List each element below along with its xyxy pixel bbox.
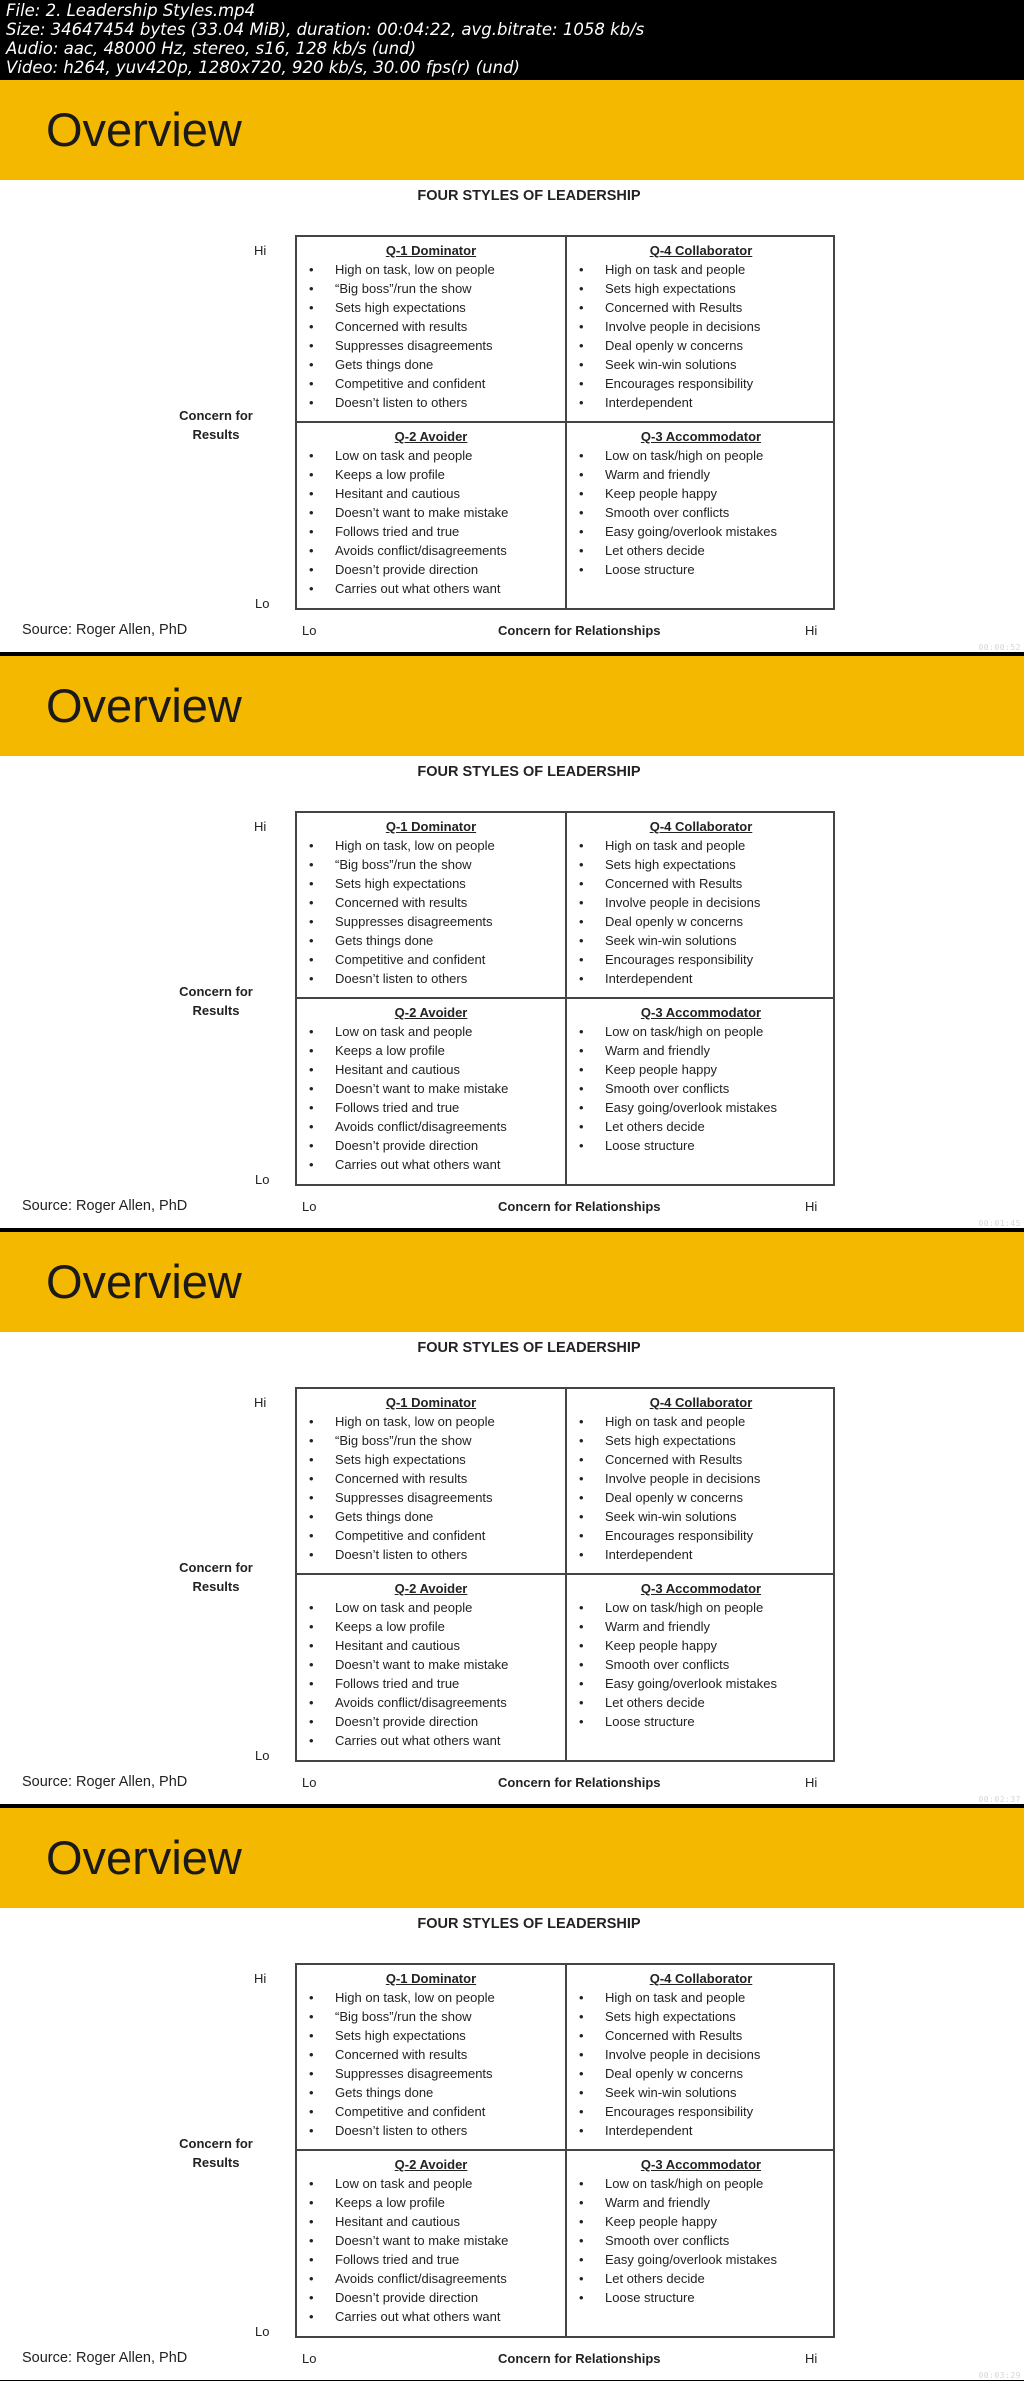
- slide-title: Overview: [46, 103, 242, 156]
- list-item: • Concerned with results: [297, 1469, 565, 1488]
- chart-title: FOUR STYLES OF LEADERSHIP: [417, 188, 641, 204]
- list-item: • Let others decide: [567, 541, 835, 560]
- grid-horizontal-divider: [297, 1573, 833, 1575]
- list-item: • Concerned with results: [297, 2045, 565, 2064]
- list-item: • Carries out what others want: [297, 579, 565, 598]
- y-axis-lo-label: Lo: [255, 2324, 270, 2339]
- y-axis-title-line1: Concern for: [179, 2136, 253, 2151]
- quadrant-q3-accommodator: [567, 1003, 835, 1155]
- list-item: • Keeps a low profile: [297, 1041, 565, 1060]
- source-citation: Source: Roger Allen, PhD: [22, 1198, 188, 1214]
- quadrant-q2-avoider: [297, 427, 565, 598]
- list-item: • Let others decide: [567, 1117, 835, 1136]
- list-item: • Doesn’t want to make mistake: [297, 1655, 565, 1674]
- list-item: • Gets things done: [297, 931, 565, 950]
- list-item: • Warm and friendly: [567, 1617, 835, 1636]
- list-item: • Sets high expectations: [297, 874, 565, 893]
- quadrant-q4-collaborator: [567, 1393, 835, 1564]
- y-axis-lo-label: Lo: [255, 1748, 270, 1763]
- quadrant-list: [567, 446, 835, 579]
- list-item: • Seek win-win solutions: [567, 355, 835, 374]
- y-axis-lo-label: Lo: [255, 1172, 270, 1187]
- list-item: • Doesn’t provide direction: [297, 560, 565, 579]
- list-item: • Sets high expectations: [567, 855, 835, 874]
- list-item: • Follows tried and true: [297, 1674, 565, 1693]
- list-item: • Hesitant and cautious: [297, 2212, 565, 2231]
- list-item: • Doesn’t listen to others: [297, 1545, 565, 1564]
- list-item: • Sets high expectations: [567, 279, 835, 298]
- list-item: • Competitive and confident: [297, 2102, 565, 2121]
- list-item: • Sets high expectations: [567, 2007, 835, 2026]
- quadrant-title: Q-1 Dominator: [385, 1395, 477, 1410]
- quadrant-list: [567, 1988, 835, 2140]
- x-axis-title: Concern for Relationships: [498, 1199, 661, 1214]
- quadrant-title: Q-4 Collaborator: [649, 819, 753, 834]
- list-item: • Gets things done: [297, 355, 565, 374]
- list-item: • Hesitant and cautious: [297, 1060, 565, 1079]
- list-item: • Avoids conflict/disagreements: [297, 541, 565, 560]
- list-item: • Gets things done: [297, 2083, 565, 2102]
- y-axis-hi-label: Hi: [254, 819, 267, 834]
- list-item: • Interdependent: [567, 969, 835, 988]
- quadrant-q2-avoider: [297, 2155, 565, 2326]
- chart-title: FOUR STYLES OF LEADERSHIP: [417, 764, 641, 780]
- quadrant-q3-accommodator: [567, 1579, 835, 1731]
- quadrant-title: Q-1 Dominator: [385, 243, 477, 258]
- list-item: • Hesitant and cautious: [297, 1636, 565, 1655]
- list-item: • Avoids conflict/disagreements: [297, 1117, 565, 1136]
- list-item: • Deal openly w concerns: [567, 1488, 835, 1507]
- quadrant-title: Q-2 Avoider: [394, 1005, 468, 1020]
- quadrant-grid: [295, 1963, 835, 2338]
- list-item: • Seek win-win solutions: [567, 1507, 835, 1526]
- list-item: • Encourages responsibility: [567, 950, 835, 969]
- source-citation: Source: Roger Allen, PhD: [22, 1774, 188, 1790]
- video-frame-3: [0, 1232, 1024, 1804]
- quadrant-q3-accommodator: [567, 2155, 835, 2307]
- quadrant-list: [567, 1598, 835, 1731]
- quadrant-list: [297, 1598, 565, 1750]
- list-item: • Loose structure: [567, 1136, 835, 1155]
- x-axis-lo-label: Lo: [302, 2351, 317, 2366]
- list-item: • Carries out what others want: [297, 1155, 565, 1174]
- list-item: • Smooth over conflicts: [567, 2231, 835, 2250]
- quadrant-list: [297, 836, 565, 988]
- list-item: • Keep people happy: [567, 1060, 835, 1079]
- y-axis-title: [160, 406, 272, 444]
- quadrant-title: Q-3 Accommodator: [640, 429, 762, 444]
- list-item: • Loose structure: [567, 2288, 835, 2307]
- x-axis-lo-label: Lo: [302, 623, 317, 638]
- x-axis-lo-label: Lo: [302, 1775, 317, 1790]
- list-item: • Sets high expectations: [297, 298, 565, 317]
- list-item: • Follows tried and true: [297, 1098, 565, 1117]
- list-item: • High on task and people: [567, 1412, 835, 1431]
- list-item: • Involve people in decisions: [567, 1469, 835, 1488]
- quadrant-q1-dominator: [297, 817, 565, 988]
- frame-timestamp: 00:01:45: [978, 1219, 1021, 1228]
- quadrant-title: Q-1 Dominator: [385, 1971, 477, 1986]
- list-item: • Doesn’t listen to others: [297, 393, 565, 412]
- quadrant-title: Q-2 Avoider: [394, 1581, 468, 1596]
- frame-timestamp: 00:00:52: [978, 643, 1021, 652]
- video-line: Video: h264, yuv420p, 1280x720, 920 kb/s, 30.00 fps(r) (und): [6, 58, 520, 77]
- quadrant-list: [567, 2174, 835, 2307]
- file-line: File: 2. Leadership Styles.mp4: [6, 1, 256, 20]
- y-axis-title: [160, 982, 272, 1020]
- quadrant-list: [567, 260, 835, 412]
- list-item: • Hesitant and cautious: [297, 484, 565, 503]
- list-item: • Involve people in decisions: [567, 2045, 835, 2064]
- quadrant-list: [567, 836, 835, 988]
- list-item: • Sets high expectations: [297, 2026, 565, 2045]
- quadrant-q3-accommodator: [567, 427, 835, 579]
- list-item: • Let others decide: [567, 1693, 835, 1712]
- list-item: • Seek win-win solutions: [567, 2083, 835, 2102]
- list-item: • Easy going/overlook mistakes: [567, 522, 835, 541]
- y-axis-hi-label: Hi: [254, 1971, 267, 1986]
- quadrant-grid: [295, 235, 835, 610]
- list-item: • Keeps a low profile: [297, 465, 565, 484]
- list-item: • Suppresses disagreements: [297, 336, 565, 355]
- list-item: • Involve people in decisions: [567, 893, 835, 912]
- x-axis-hi-label: Hi: [805, 2351, 818, 2366]
- list-item: • Smooth over conflicts: [567, 503, 835, 522]
- list-item: • Low on task/high on people: [567, 2174, 835, 2193]
- list-item: • Competitive and confident: [297, 1526, 565, 1545]
- slide-title: Overview: [46, 1831, 242, 1884]
- y-axis-hi-label: Hi: [254, 1395, 267, 1410]
- size-line: Size: 34647454 bytes (33.04 MiB), duration: 00:04:22, avg.bitrate: 1058 kb/s: [6, 20, 645, 39]
- list-item: • Deal openly w concerns: [567, 336, 835, 355]
- list-item: • High on task, low on people: [297, 1412, 565, 1431]
- x-axis-title: Concern for Relationships: [498, 1775, 661, 1790]
- list-item: • Keep people happy: [567, 484, 835, 503]
- video-frame-1: [0, 80, 1024, 652]
- quadrant-title: Q-2 Avoider: [394, 429, 468, 444]
- quadrant-title: Q-3 Accommodator: [640, 1581, 762, 1596]
- list-item: • Interdependent: [567, 393, 835, 412]
- list-item: • Warm and friendly: [567, 1041, 835, 1060]
- quadrant-q2-avoider: [297, 1003, 565, 1174]
- list-item: • Low on task and people: [297, 446, 565, 465]
- quadrant-title: Q-4 Collaborator: [649, 1971, 753, 1986]
- list-item: • “Big boss”/run the show: [297, 1431, 565, 1450]
- list-item: • “Big boss”/run the show: [297, 855, 565, 874]
- y-axis-lo-label: Lo: [255, 596, 270, 611]
- list-item: • Concerned with results: [297, 893, 565, 912]
- quadrant-list: [297, 1988, 565, 2140]
- list-item: • Low on task and people: [297, 1022, 565, 1041]
- list-item: • Interdependent: [567, 1545, 835, 1564]
- list-item: • Sets high expectations: [567, 1431, 835, 1450]
- list-item: • Encourages responsibility: [567, 1526, 835, 1545]
- list-item: • Low on task and people: [297, 1598, 565, 1617]
- list-item: • Doesn’t provide direction: [297, 1712, 565, 1731]
- list-item: • Avoids conflict/disagreements: [297, 2269, 565, 2288]
- list-item: • Low on task/high on people: [567, 446, 835, 465]
- frame-timestamp: 00:03:29: [978, 2371, 1021, 2380]
- list-item: • Warm and friendly: [567, 2193, 835, 2212]
- list-item: • Low on task/high on people: [567, 1598, 835, 1617]
- y-axis-title-line2: Results: [192, 2155, 240, 2170]
- x-axis-title: Concern for Relationships: [498, 623, 661, 638]
- y-axis-hi-label: Hi: [254, 243, 267, 258]
- y-axis-title: [160, 1558, 272, 1596]
- list-item: • Keep people happy: [567, 2212, 835, 2231]
- list-item: • Seek win-win solutions: [567, 931, 835, 950]
- x-axis-title: Concern for Relationships: [498, 2351, 661, 2366]
- list-item: • Easy going/overlook mistakes: [567, 1674, 835, 1693]
- quadrant-grid: [295, 811, 835, 1186]
- list-item: • High on task and people: [567, 1988, 835, 2007]
- y-axis-title: [160, 2134, 272, 2172]
- list-item: • Deal openly w concerns: [567, 2064, 835, 2083]
- grid-horizontal-divider: [297, 997, 833, 999]
- list-item: • Encourages responsibility: [567, 2102, 835, 2121]
- list-item: • Keep people happy: [567, 1636, 835, 1655]
- quadrant-list: [297, 1412, 565, 1564]
- list-item: • Involve people in decisions: [567, 317, 835, 336]
- quadrant-grid: [295, 1387, 835, 1762]
- quadrant-list: [297, 1022, 565, 1174]
- quadrant-title: Q-1 Dominator: [385, 819, 477, 834]
- x-axis-lo-label: Lo: [302, 1199, 317, 1214]
- source-citation: Source: Roger Allen, PhD: [22, 2350, 188, 2366]
- list-item: • Suppresses disagreements: [297, 912, 565, 931]
- x-axis-hi-label: Hi: [805, 1775, 818, 1790]
- slide-title: Overview: [46, 679, 242, 732]
- list-item: • Doesn’t provide direction: [297, 1136, 565, 1155]
- list-item: • Gets things done: [297, 1507, 565, 1526]
- quadrant-list: [297, 2174, 565, 2326]
- y-axis-title-line2: Results: [192, 1003, 240, 1018]
- list-item: • Loose structure: [567, 1712, 835, 1731]
- slide-banner: [0, 1808, 1024, 1908]
- slide-banner: [0, 656, 1024, 756]
- list-item: • Encourages responsibility: [567, 374, 835, 393]
- grid-horizontal-divider: [297, 421, 833, 423]
- list-item: • Doesn’t listen to others: [297, 2121, 565, 2140]
- list-item: • Keeps a low profile: [297, 1617, 565, 1636]
- list-item: • Low on task/high on people: [567, 1022, 835, 1041]
- list-item: • Easy going/overlook mistakes: [567, 1098, 835, 1117]
- list-item: • Smooth over conflicts: [567, 1079, 835, 1098]
- chart-title: FOUR STYLES OF LEADERSHIP: [417, 1340, 641, 1356]
- list-item: • Competitive and confident: [297, 950, 565, 969]
- list-item: • Suppresses disagreements: [297, 1488, 565, 1507]
- quadrant-title: Q-3 Accommodator: [640, 2157, 762, 2172]
- list-item: • Concerned with Results: [567, 874, 835, 893]
- list-item: • Interdependent: [567, 2121, 835, 2140]
- list-item: • Follows tried and true: [297, 522, 565, 541]
- quadrant-list: [567, 1022, 835, 1155]
- quadrant-q1-dominator: [297, 1393, 565, 1564]
- list-item: • Doesn’t want to make mistake: [297, 1079, 565, 1098]
- list-item: • Smooth over conflicts: [567, 1655, 835, 1674]
- list-item: • Doesn’t listen to others: [297, 969, 565, 988]
- frame-timestamp: 00:02:37: [978, 1795, 1021, 1804]
- grid-horizontal-divider: [297, 2149, 833, 2151]
- x-axis-hi-label: Hi: [805, 1199, 818, 1214]
- quadrant-title: Q-4 Collaborator: [649, 1395, 753, 1410]
- chart-title: FOUR STYLES OF LEADERSHIP: [417, 1916, 641, 1932]
- quadrant-q4-collaborator: [567, 1969, 835, 2140]
- list-item: • Doesn’t provide direction: [297, 2288, 565, 2307]
- list-item: • “Big boss”/run the show: [297, 2007, 565, 2026]
- list-item: • “Big boss”/run the show: [297, 279, 565, 298]
- list-item: • Competitive and confident: [297, 374, 565, 393]
- list-item: • High on task, low on people: [297, 1988, 565, 2007]
- slide-banner: [0, 80, 1024, 180]
- list-item: • Concerned with results: [297, 317, 565, 336]
- list-item: • Let others decide: [567, 2269, 835, 2288]
- list-item: • Concerned with Results: [567, 298, 835, 317]
- quadrant-list: [297, 260, 565, 412]
- y-axis-title-line2: Results: [192, 427, 240, 442]
- quadrant-q4-collaborator: [567, 817, 835, 988]
- list-item: • Warm and friendly: [567, 465, 835, 484]
- video-frame-4: [0, 1808, 1024, 2380]
- list-item: • Deal openly w concerns: [567, 912, 835, 931]
- list-item: • High on task, low on people: [297, 260, 565, 279]
- list-item: • High on task and people: [567, 836, 835, 855]
- y-axis-title-line1: Concern for: [179, 984, 253, 999]
- quadrant-q2-avoider: [297, 1579, 565, 1750]
- quadrant-q1-dominator: [297, 1969, 565, 2140]
- quadrant-title: Q-2 Avoider: [394, 2157, 468, 2172]
- media-info-header: [0, 0, 1024, 80]
- list-item: • Easy going/overlook mistakes: [567, 2250, 835, 2269]
- list-item: • Sets high expectations: [297, 1450, 565, 1469]
- quadrant-list: [297, 446, 565, 598]
- y-axis-title-line1: Concern for: [179, 408, 253, 423]
- list-item: • Doesn’t want to make mistake: [297, 2231, 565, 2250]
- list-item: • Low on task and people: [297, 2174, 565, 2193]
- quadrant-title: Q-4 Collaborator: [649, 243, 753, 258]
- quadrant-list: [567, 1412, 835, 1564]
- quadrant-title: Q-3 Accommodator: [640, 1005, 762, 1020]
- list-item: • High on task and people: [567, 260, 835, 279]
- y-axis-title-line2: Results: [192, 1579, 240, 1594]
- quadrant-q1-dominator: [297, 241, 565, 412]
- y-axis-title-line1: Concern for: [179, 1560, 253, 1575]
- list-item: • Carries out what others want: [297, 1731, 565, 1750]
- audio-line: Audio: aac, 48000 Hz, stereo, s16, 128 kb/s (und): [6, 39, 417, 58]
- slide-title: Overview: [46, 1255, 242, 1308]
- list-item: • Carries out what others want: [297, 2307, 565, 2326]
- video-frame-2: [0, 656, 1024, 1228]
- list-item: • Follows tried and true: [297, 2250, 565, 2269]
- quadrant-q4-collaborator: [567, 241, 835, 412]
- list-item: • Doesn’t want to make mistake: [297, 503, 565, 522]
- list-item: • Loose structure: [567, 560, 835, 579]
- list-item: • Concerned with Results: [567, 2026, 835, 2045]
- x-axis-hi-label: Hi: [805, 623, 818, 638]
- list-item: • Keeps a low profile: [297, 2193, 565, 2212]
- list-item: • Concerned with Results: [567, 1450, 835, 1469]
- list-item: • Avoids conflict/disagreements: [297, 1693, 565, 1712]
- source-citation: Source: Roger Allen, PhD: [22, 622, 188, 638]
- list-item: • Suppresses disagreements: [297, 2064, 565, 2083]
- slide-banner: [0, 1232, 1024, 1332]
- list-item: • High on task, low on people: [297, 836, 565, 855]
